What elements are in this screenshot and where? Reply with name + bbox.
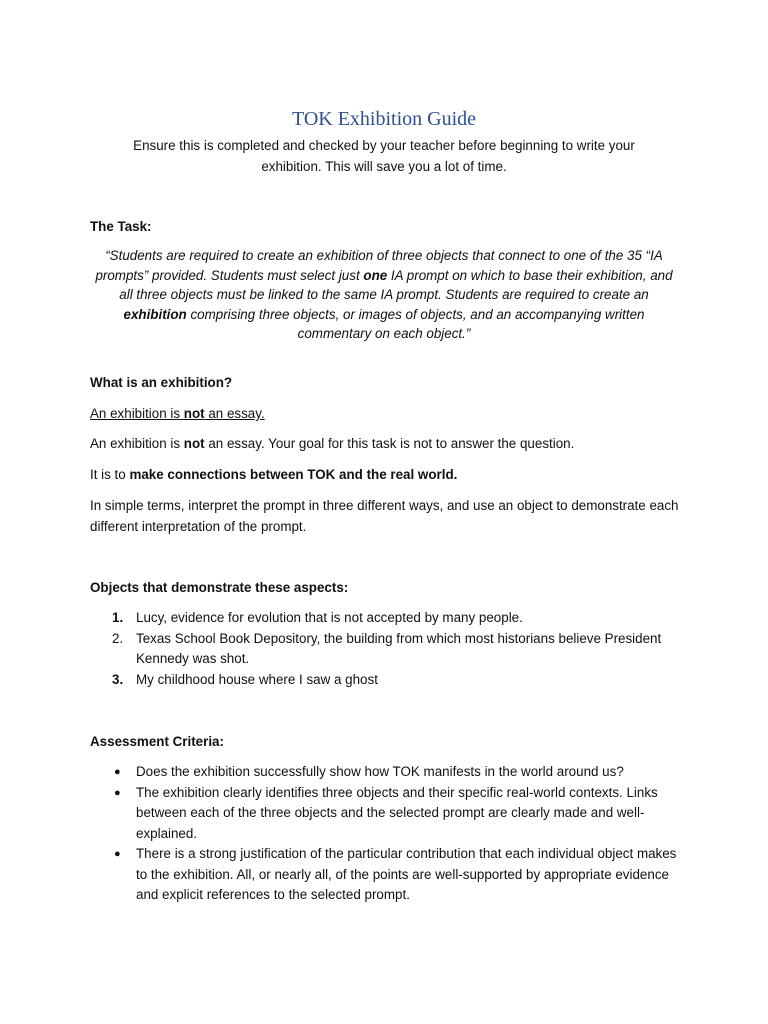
list-item (90, 670, 680, 691)
criteria-heading: Assessment Criteria: (90, 734, 224, 749)
p1-text-1: An exhibition is (90, 436, 184, 451)
quote-text-2: IA prompt on which to base their exhibition, and all three objects must be linked to the same IA prompt. Students are required to create an (119, 267, 673, 302)
list-item-text: Lucy, evidence for evolution that is not accepted by many people. (136, 610, 523, 625)
p1-bold-not: not (183, 436, 205, 451)
list-item (90, 783, 680, 845)
ul-text-1: An exhibition is (90, 406, 184, 421)
quote-bold-one: one (363, 267, 388, 283)
p2-bold-text: make connections between TOK and the real world. (129, 467, 458, 482)
list-number: 2. (112, 630, 124, 646)
list-item (90, 844, 680, 906)
criteria-list (90, 762, 680, 906)
list-item (90, 608, 680, 629)
bullet-icon: ● (114, 848, 121, 860)
quote-bold-exhibition: exhibition (123, 306, 187, 322)
exhibition-paragraph-2 (90, 465, 680, 486)
task-quote (92, 246, 676, 344)
p1-text-2: an essay. Your goal for this task is not to answer the question. (204, 436, 575, 451)
objects-list (90, 608, 680, 690)
bullet-icon: ● (114, 766, 121, 778)
p2-text-1: It is to (90, 467, 130, 482)
list-item-text: Texas School Book Depository, the building from which most historians believe President Kennedy was shot. (136, 630, 662, 666)
exhibition-paragraph-3: In simple terms, interpret the prompt in three different ways, and use an object to demonstrate each different interpretation of the prompt. (90, 498, 679, 534)
list-item-text: The exhibition clearly identifies three objects and their specific real-world contexts. Links between each of the three objects and the selected prompt are clearly made and well-explained. (136, 784, 658, 841)
quote-text-1: “Students are required to create an exhibition of three objects that connect to one of the 35 “IA prompts” provided. Students must select just (95, 248, 663, 283)
exhibition-underlined-line (90, 404, 680, 425)
exhibition-heading: What is an exhibition? (90, 375, 233, 390)
exhibition-paragraph-1 (90, 434, 680, 455)
document-title: TOK Exhibition Guide (291, 108, 477, 130)
ul-text-2: an essay. (204, 406, 265, 421)
subtitle-line-2: exhibition. This will save you a lot of time. (261, 159, 507, 174)
list-number: 3. (112, 671, 124, 687)
list-number: 1. (112, 610, 124, 625)
task-heading: The Task: (90, 219, 152, 234)
quote-text-3: comprising three objects, or images of objects, and an accompanying written commentary on each object.” (186, 306, 645, 341)
objects-heading: Objects that demonstrate these aspects: (90, 580, 349, 595)
ul-bold-not: not (183, 406, 205, 421)
list-item-text: Does the exhibition successfully show how TOK manifests in the world around us? (136, 764, 624, 779)
document-subtitle (110, 135, 658, 177)
list-item (90, 762, 680, 783)
list-item-text: There is a strong justification of the particular contribution that each individual object makes to the exhibition. All, or nearly all, of the points are well-supported by appropriate evidence and explicit references to the selected prompt. (136, 846, 677, 902)
list-item-text: My childhood house where I saw a ghost (136, 671, 378, 687)
list-item (90, 629, 680, 670)
subtitle-line-1: Ensure this is completed and checked by your teacher before beginning to write your (133, 138, 635, 153)
bullet-icon: ● (114, 786, 121, 799)
